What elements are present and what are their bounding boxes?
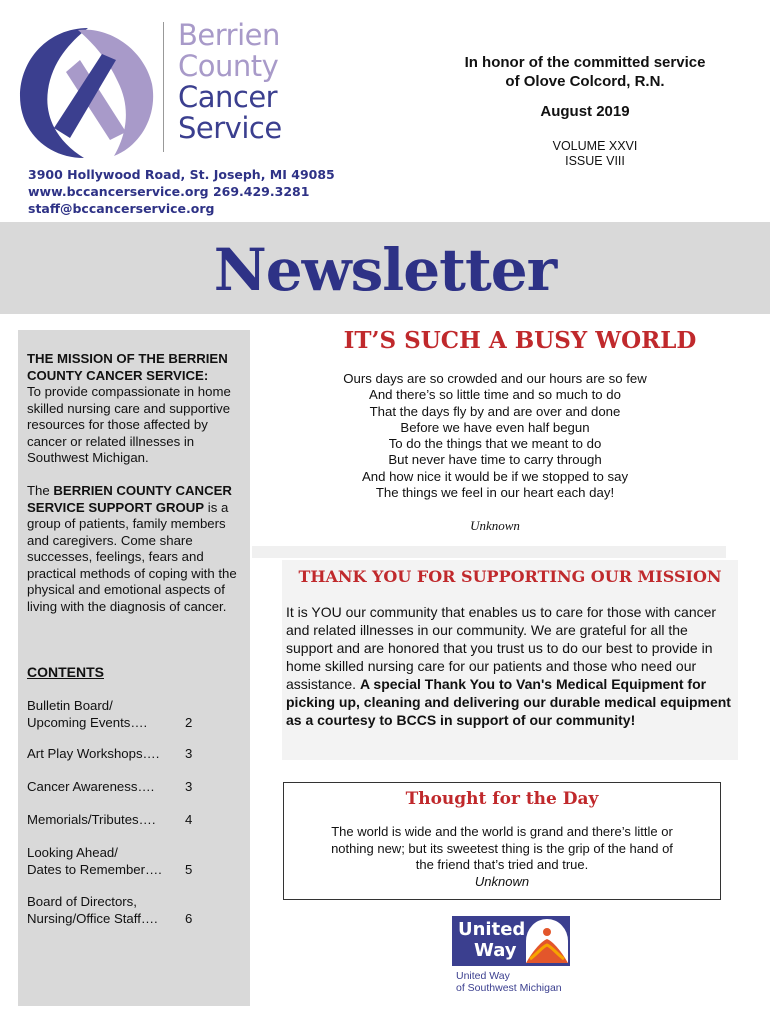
thought-quote: The world is wide and the world is grand and there’s little or nothing new; but its sweetest thing is the grip of the hand of the friend that’s tried and true. [331,824,673,872]
toc-label: Looking Ahead/ [27,845,118,860]
issue-date: August 2019 [540,103,630,120]
toc-label: Dates to Remember…. [27,861,162,877]
caption-line: United Way [456,970,510,982]
poem-line: Before we have even half begun [400,419,590,435]
thought-text [326,824,678,890]
thanks-text [286,603,736,729]
honor-line: In honor of the committed service [464,54,706,71]
logo-word: Berrien [178,18,280,52]
toc-item[interactable] [27,698,247,731]
contents-heading: CONTENTS [27,664,104,680]
poem-line: And how nice it would be if we stopped to say [361,468,629,484]
mission-text: To provide compassionate in home skilled nursing care and supportive resources for those affected by cancer or related illnesses in Southwest Michigan. [27,384,231,465]
logo-word: County [178,49,279,83]
thought-title: Thought for the Day [405,789,599,809]
helping-hand-icon [526,919,568,963]
toc-page: 5 [185,861,193,877]
support-group-name: BERRIEN COUNTY CANCER SERVICE SUPPORT GROUP [27,483,232,515]
toc-label: Nursing/Office Staff…. [27,910,158,926]
toc-label: Bulletin Board/ [27,698,113,713]
united-way-word: Way [474,940,517,961]
website-phone[interactable]: www.bccancerservice.org 269.429.3281 [28,184,310,199]
poem-author: Unknown [470,518,520,533]
honor-dedication [410,53,760,91]
united-way-caption [456,970,562,994]
toc-page: 3 [185,779,193,794]
poem-line: To do the things that we meant to do [388,436,602,452]
thanks-highlight: A special Thank You to Van's Medical Equipment for picking up, cleaning and delivering our durable medical equipment as a courtesy to BCCS in support of our community! [286,676,731,728]
support-group-description: is a group of patients, family members and caregivers. Come share successes, feelings, fears and practical methods of coping with the physical and emotional aspects of living with the diagnosis of cancer. [27,499,237,614]
toc-label: Upcoming Events…. [27,714,148,730]
poem-line: Ours days are so crowded and our hours are so few [343,371,647,386]
toc-page: 6 [185,910,193,926]
email-link[interactable]: staff@bccancerservice.org [28,201,215,216]
toc-label: Memorials/Tributes…. [27,812,156,827]
support-group-text [27,483,249,615]
poem-body [290,371,700,501]
toc-label: Art Play Workshops…. [27,746,160,761]
volume-issue [410,139,770,169]
banner-title: Newsletter [213,236,557,304]
mission-heading: THE MISSION OF THE BERRIEN COUNTY CANCER SERVICE: [27,351,228,383]
group-prefix: The [27,483,54,498]
issue-label: ISSUE VIII [565,154,625,168]
section-divider [252,546,726,558]
poem-line: But never have time to carry through [388,452,602,468]
logo-wordmark [178,20,282,144]
toc-item[interactable] [27,746,247,763]
honor-line: of Olove Colcord, R.N. [505,73,665,90]
address: 3900 Hollywood Road, St. Joseph, MI 49085 [28,167,335,182]
poem-line: And there’s so little time and so much to do [369,387,621,403]
contact-info [28,166,335,217]
toc-item[interactable] [27,779,247,796]
thanks-title: THANK YOU FOR SUPPORTING OUR MISSION [298,567,722,586]
thought-author: Unknown [474,873,530,889]
ribbon-logo-icon [18,20,158,160]
united-way-word: United [458,919,526,940]
logo-divider [163,22,164,152]
toc-label: Board of Directors, [27,894,137,909]
thanks-body: It is YOU our community that enables us to care for those with cancer and related illnesses in our community. We are grateful for all the support and are honored that you trust us to do our best to provide in home skilled nursing care for our patients and those who need our assistance. [286,604,717,692]
caption-line: of Southwest Michigan [456,982,562,994]
logo-word: Service [178,111,282,145]
poem-line: The things we feel in our heart each day! [375,485,615,501]
poem-line: That the days fly by and are over and done [369,403,621,419]
toc-page: 2 [185,714,193,730]
volume-label: VOLUME XXVI [552,139,638,153]
toc-label: Cancer Awareness…. [27,779,155,794]
toc-page: 4 [185,812,193,827]
toc-page: 3 [185,746,193,761]
toc-item[interactable] [27,894,247,927]
logo-word: Cancer [178,80,278,114]
toc-item[interactable] [27,812,247,829]
poem-title: IT’S SUCH A BUSY WORLD [343,327,697,354]
toc-item[interactable] [27,845,247,878]
